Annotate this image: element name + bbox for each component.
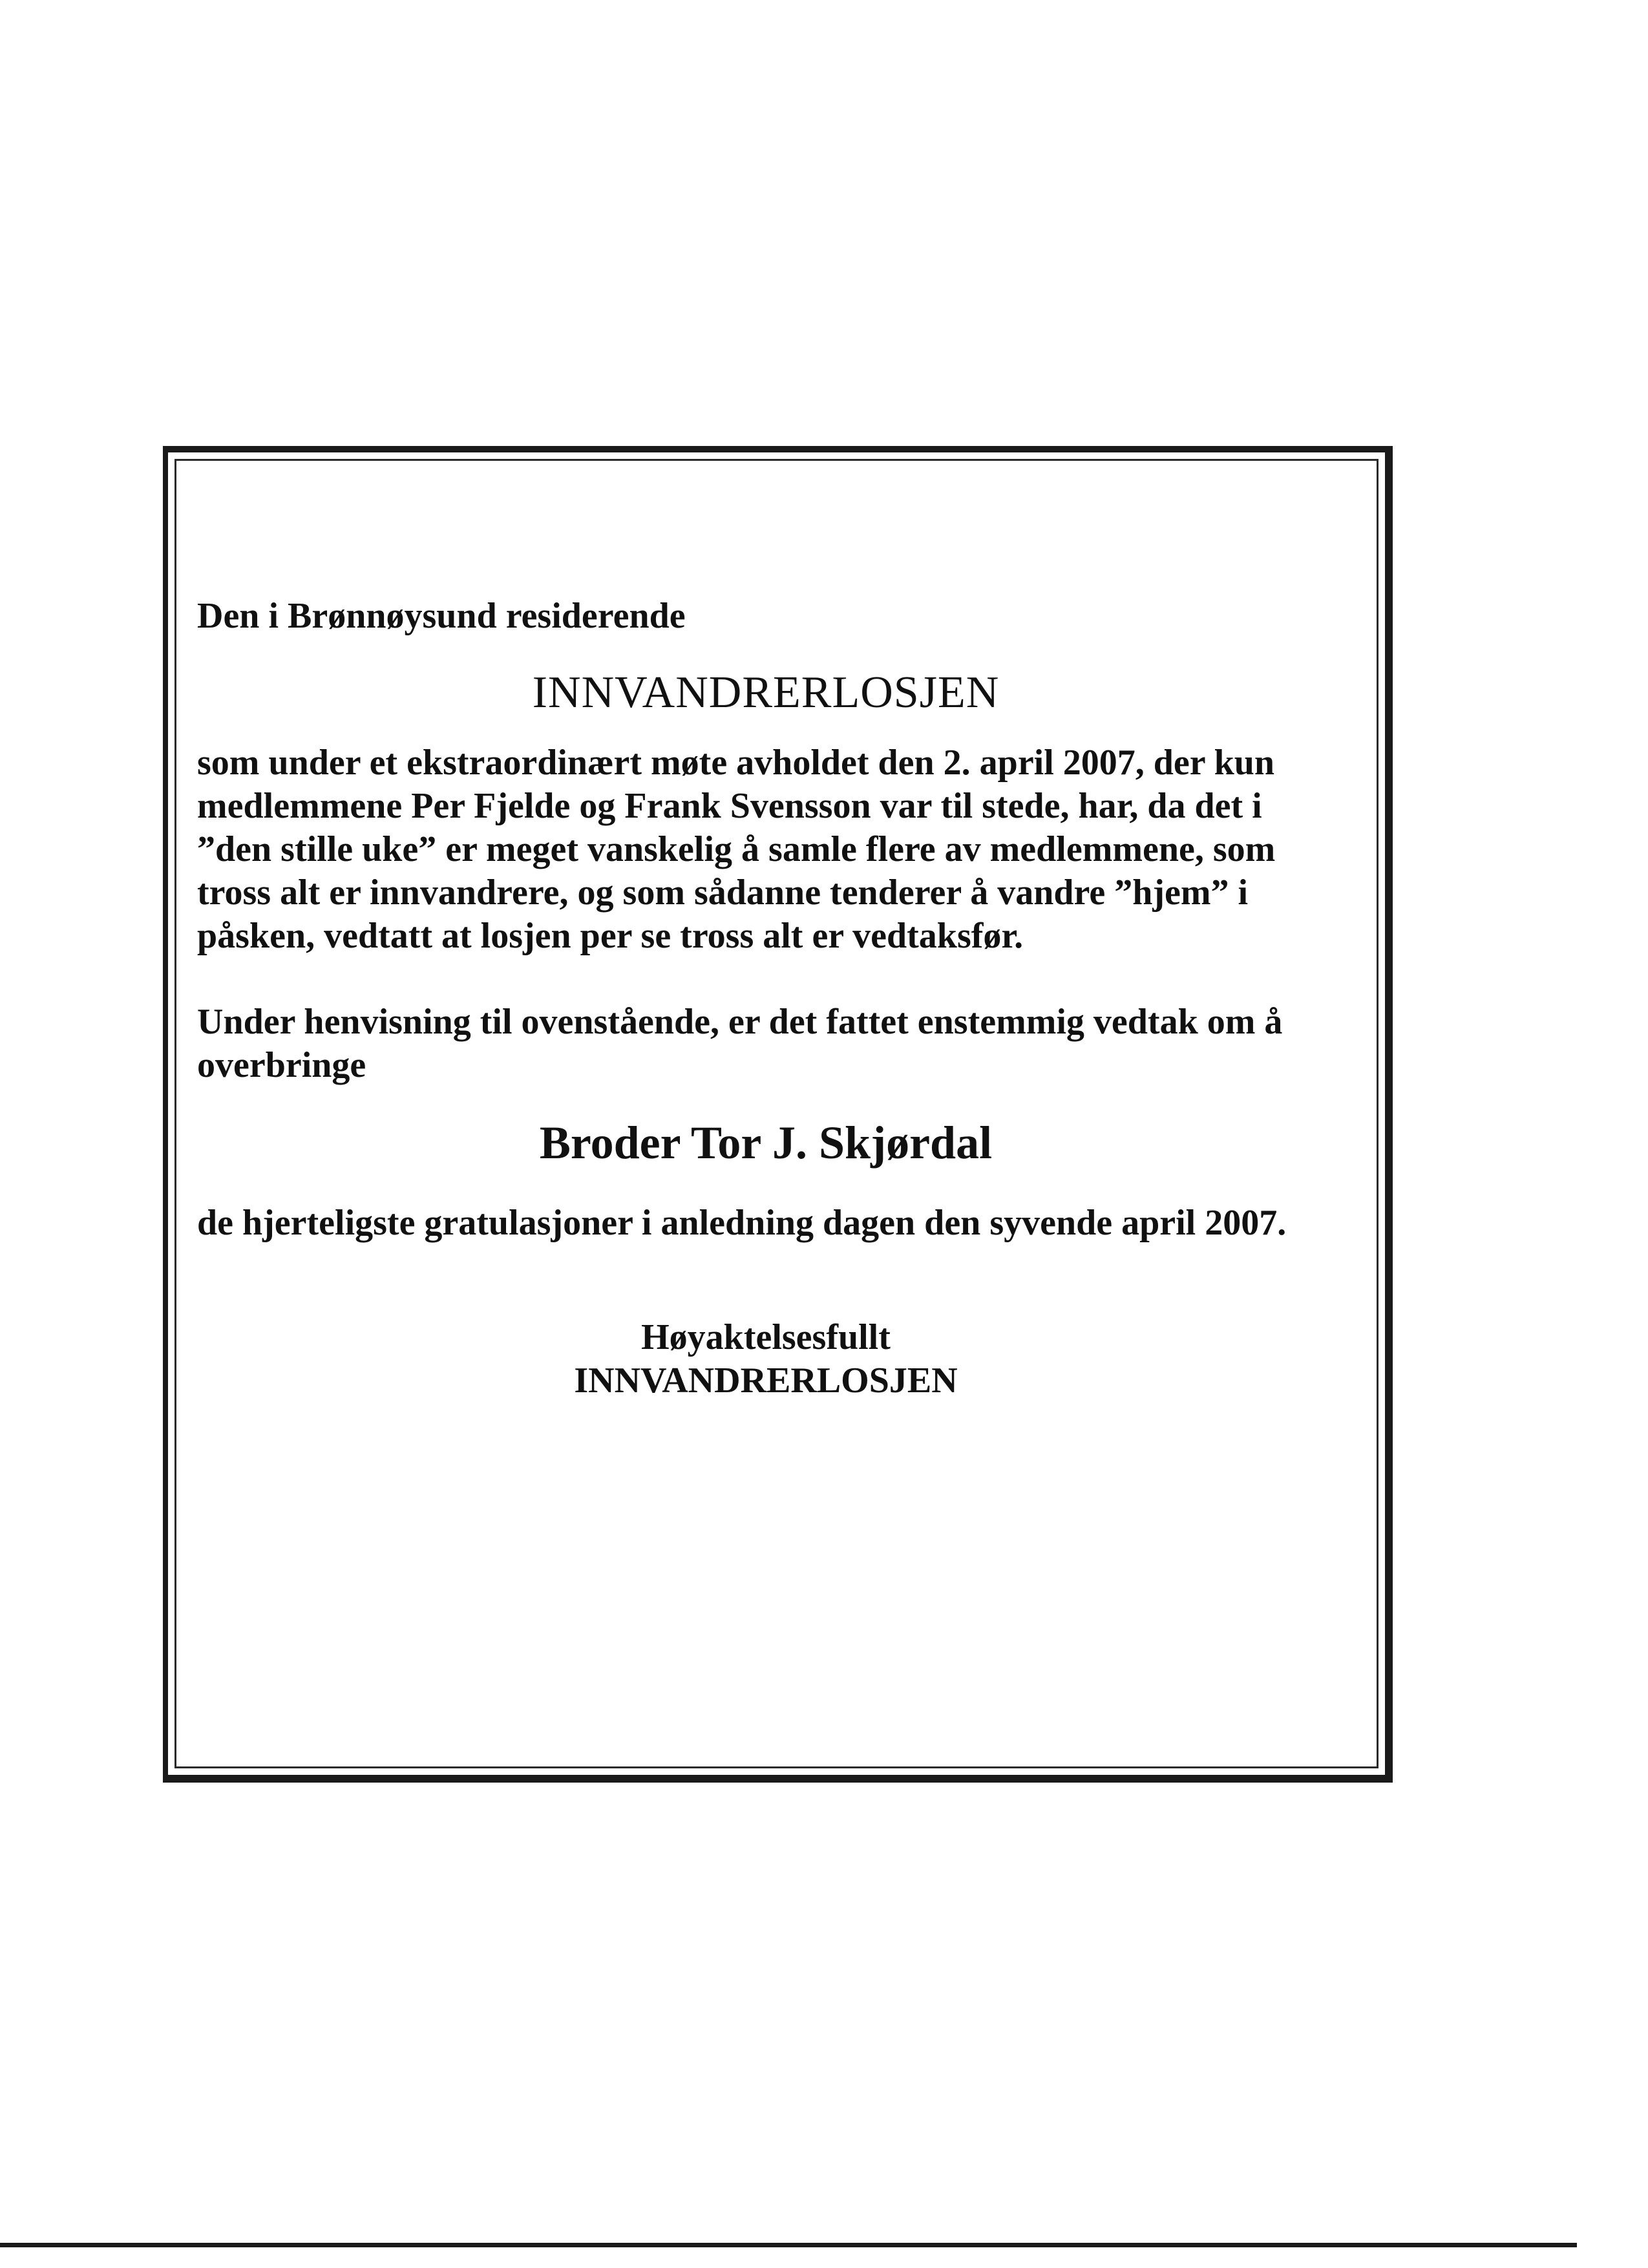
bottom-rule — [0, 2243, 1577, 2247]
lodge-title: INNVANDRERLOSJEN — [532, 668, 1000, 717]
recipient-name: Broder Tor J. Skjørdal — [539, 1117, 993, 1169]
closing-line: Høyaktelsesfullt — [641, 1317, 891, 1357]
paragraph-2-line: overbringe — [197, 1045, 366, 1085]
paragraph-1-line: påsken, vedtatt at losjen per se tross alt er vedtaksfør. — [197, 916, 1024, 956]
paragraph-2 — [197, 1001, 1335, 1087]
paragraph-1-line: medlemmene Per Fjelde og Frank Svensson var til stede, har, da det i — [197, 786, 1262, 826]
paragraph-1-line: ”den stille uke” er meget vanskelig å samle flere av medlemmene, som — [197, 829, 1276, 869]
paragraph-1-line: tross alt er innvandrere, og som sådanne tenderer å vandre ”hjem” i — [197, 873, 1249, 913]
paragraph-1-line: som under et ekstraordinært møte avholdet den 2. april 2007, der kun — [197, 743, 1275, 783]
document-body — [197, 595, 1335, 1403]
intro-line: Den i Brønnøysund residerende — [197, 596, 686, 636]
signature-line: INNVANDRERLOSJEN — [574, 1361, 958, 1401]
paragraph-2-line: Under henvisning til ovenstående, er det fattet enstemmig vedtak om å — [197, 1002, 1283, 1042]
paragraph-1 — [197, 741, 1335, 958]
congratulation-line: de hjerteligste gratulasjoner i anledning dagen den syvende april 2007. — [197, 1203, 1287, 1243]
